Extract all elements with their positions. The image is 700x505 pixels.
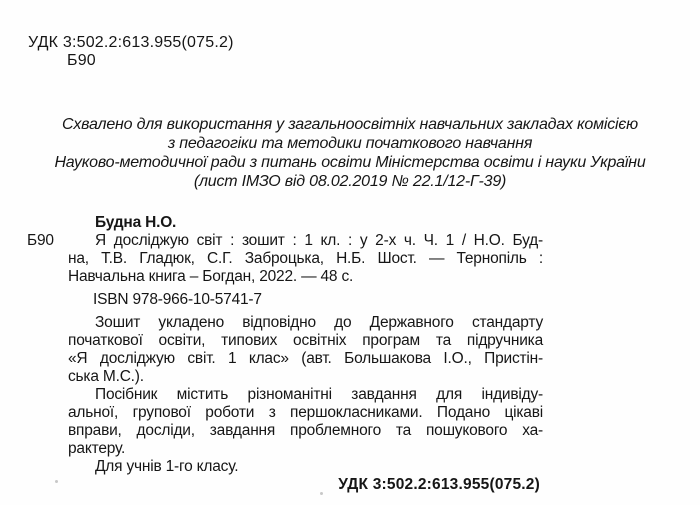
bib-description-line-2: на, Т.В. Гладюк, С.Г. Заброцька, Н.Б. Шост. — Тернопіль : — [68, 250, 543, 267]
annotation-p1-line-2: початкової освіти, типових освітніх програм та підручника — [68, 332, 543, 349]
bib-description-line-1: Я досліджую світ : зошит : 1 кл. : у 2-х ч. Ч. 1 / Н.О. Буд- — [95, 232, 543, 249]
udk-bottom: УДК 3:502.2:613.955(075.2) — [338, 476, 540, 493]
annotation-p2-line-2: альної, групової роботи з першокласниками. Подано цікаві — [68, 404, 543, 421]
annotation-p1-line-3: «Я досліджую світ. 1 клас» (авт. Большакова І.О., Пристін- — [68, 350, 543, 367]
author-heading: Будна Н.О. — [95, 214, 177, 231]
udk-entry-code: Б90 — [67, 52, 96, 69]
audience-line: Для учнів 1-го класу. — [95, 458, 239, 475]
scan-speck — [55, 480, 58, 483]
annotation-p2-line-4: рактеру. — [68, 440, 126, 457]
catalog-entry — [27, 214, 543, 494]
udk-top: УДК 3:502.2:613.955(075.2) — [28, 34, 234, 51]
approval-line-2: з педагогіки та методики початкового навчання — [167, 135, 533, 152]
approval-line-1: Схвалено для використання у загальноосвітніх навчальних закладах комісією — [62, 116, 638, 133]
isbn-line: ISBN 978-966-10-5741-7 — [93, 291, 262, 308]
bib-description-line-3: Навчальна книга – Богдан, 2022. — 48 с. — [68, 268, 354, 285]
approval-note — [0, 115, 700, 191]
annotation-p2-line-3: вправи, досліди, завдання проблемного та пошукового ха- — [68, 422, 543, 439]
shelf-code: Б90 — [27, 232, 54, 249]
udk-block — [28, 34, 234, 70]
approval-line-4: (лист ІМЗО від 08.02.2019 № 22.1/12-Г-39) — [193, 173, 507, 190]
scan-speck — [320, 492, 323, 495]
annotation-p2-line-1: Посібник містить різноманітні завдання для індивіду- — [95, 386, 543, 403]
annotation-p1-line-4: ська М.С.). — [68, 368, 144, 385]
annotation-p1-line-1: Зошит укладено відповідно до Державного стандарту — [95, 314, 543, 331]
approval-line-3: Науково-методичної ради з питань освіти Міністерства освіти і науки України — [54, 154, 646, 171]
